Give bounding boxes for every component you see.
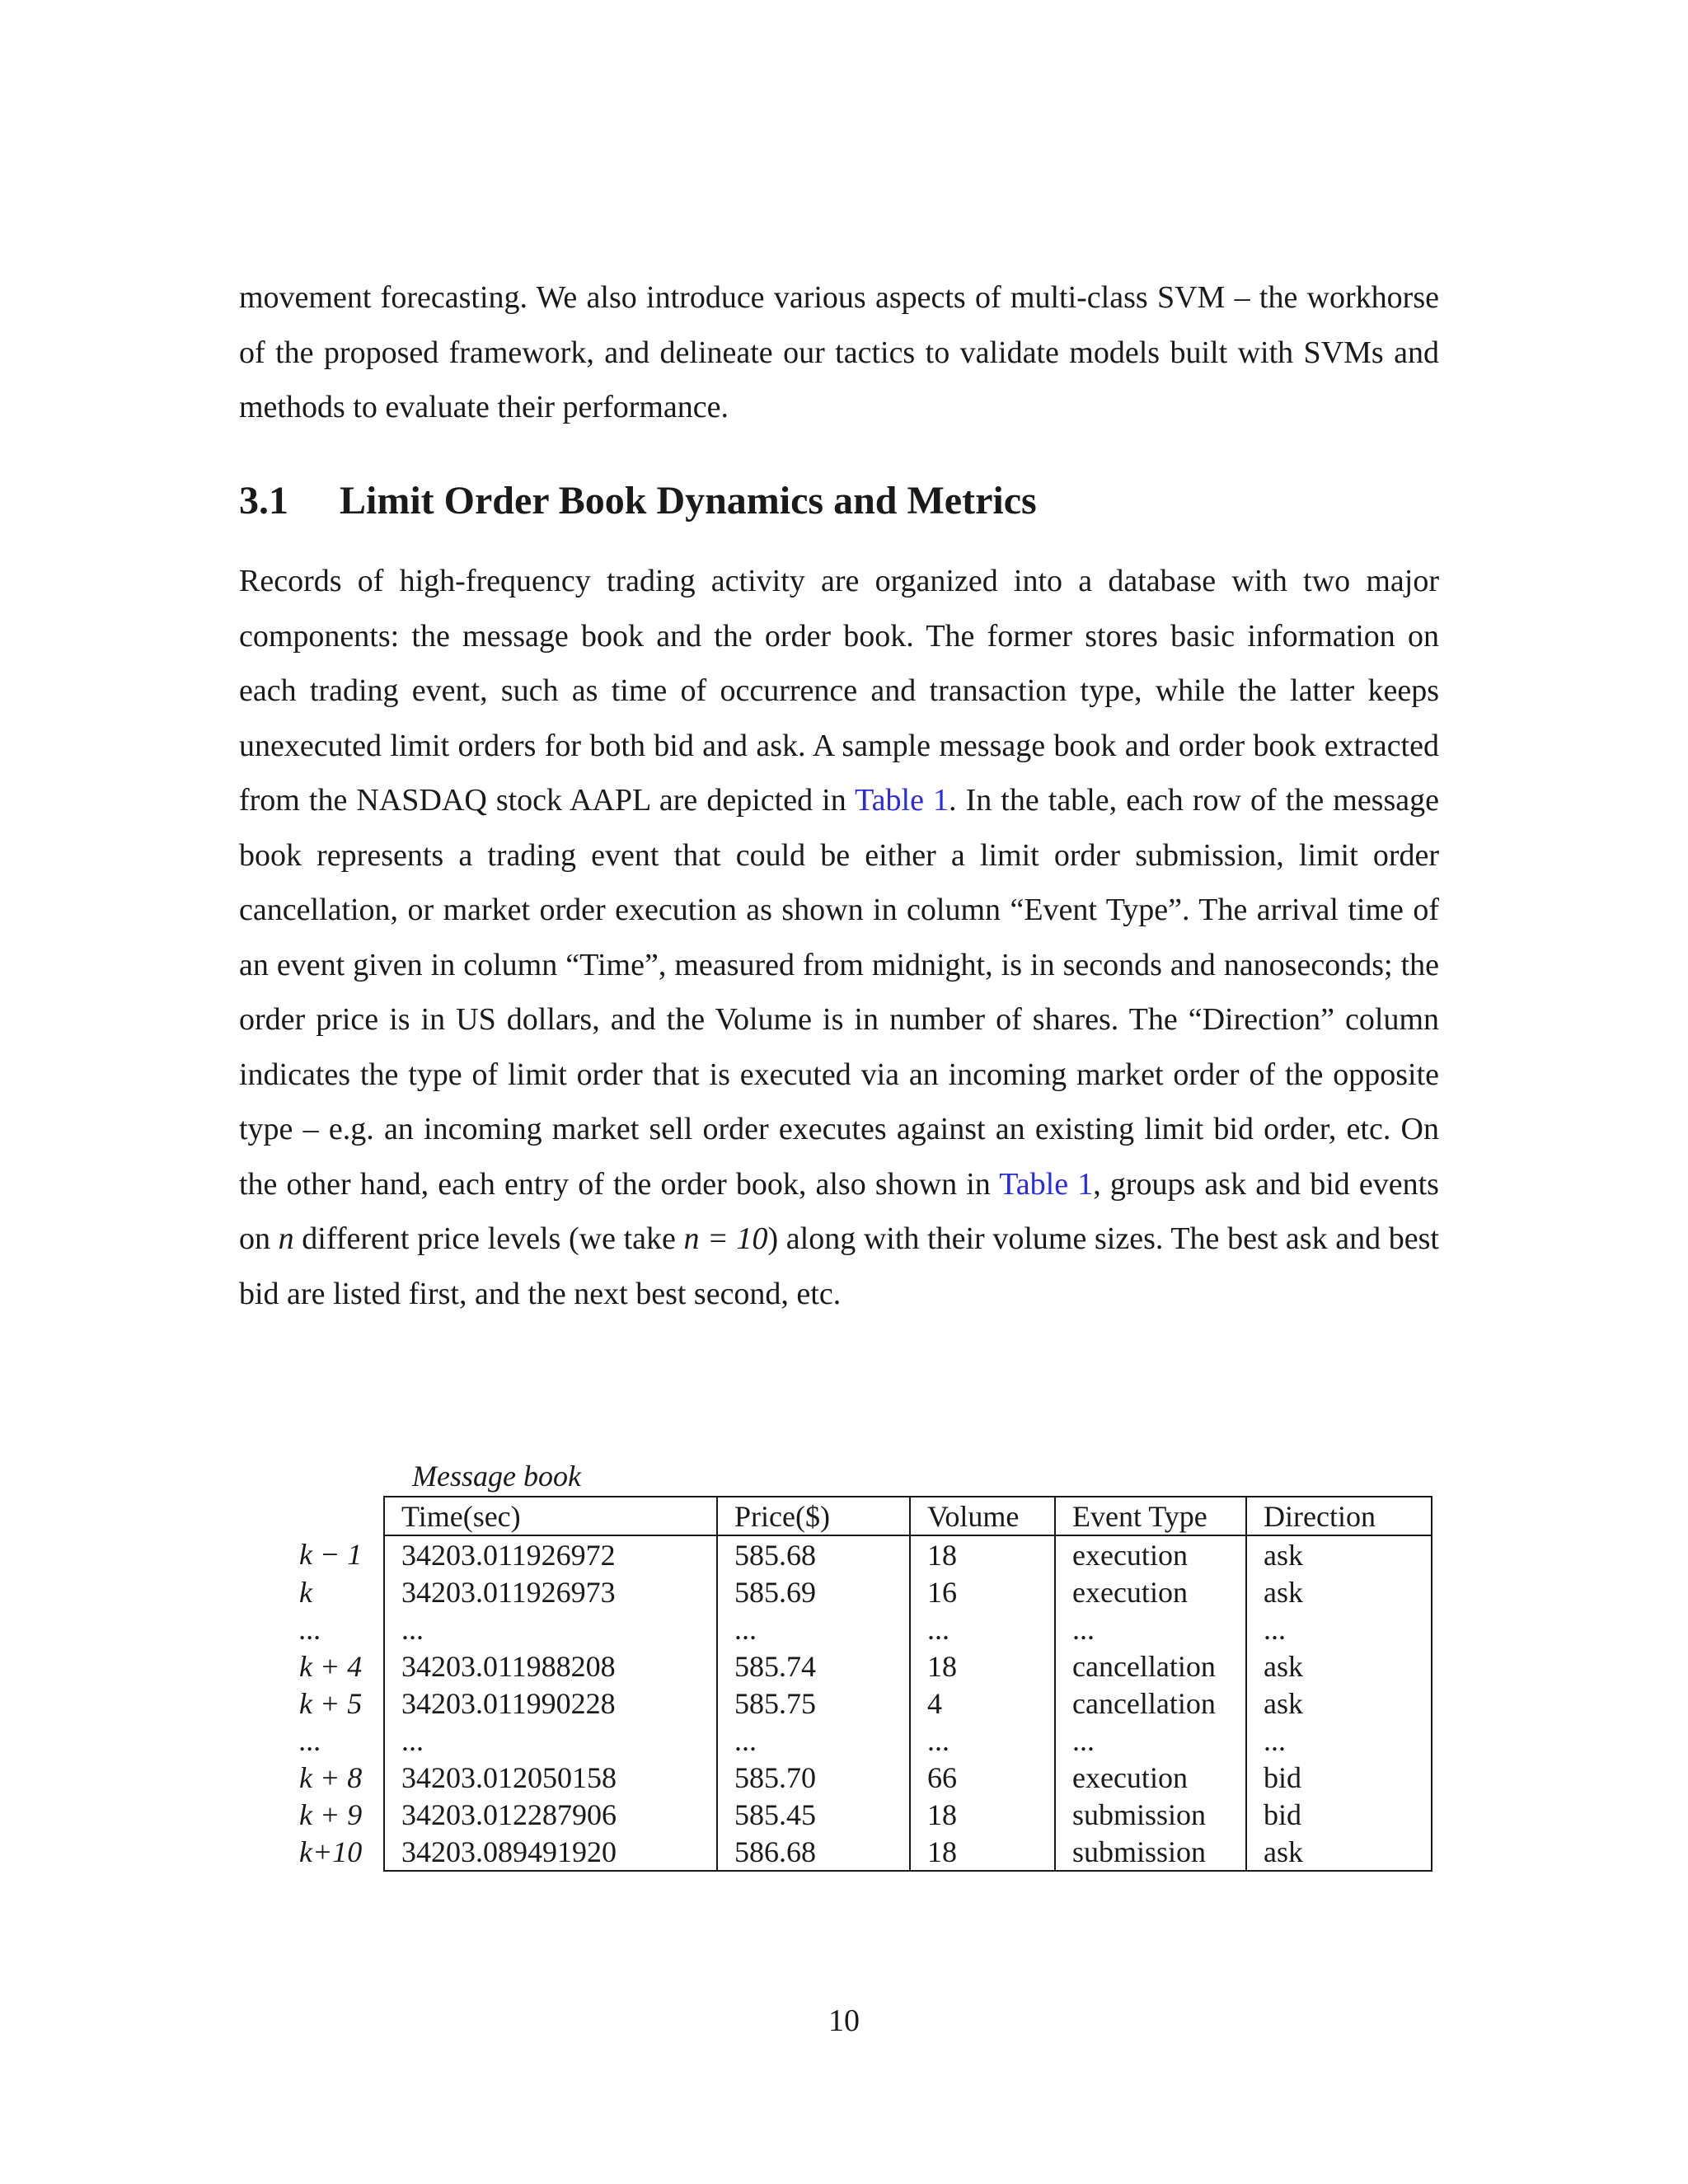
row-label: k+10: [299, 1835, 363, 1868]
math-n-equals: n = 10: [683, 1221, 768, 1256]
cell-direction: ask: [1246, 1647, 1432, 1685]
cell-direction: ask: [1246, 1833, 1432, 1871]
row-label: k + 9: [299, 1797, 363, 1831]
table-row: [293, 1796, 1432, 1833]
cell-price: 585.74: [717, 1647, 910, 1685]
cell-time: 34203.012287906: [384, 1796, 717, 1833]
section-number: 3.1: [239, 479, 288, 523]
body-text-4: different price levels (we take: [293, 1221, 684, 1256]
cell-time: ...: [384, 1722, 717, 1759]
cell-event-type: ...: [1055, 1722, 1246, 1759]
row-label: k: [299, 1575, 312, 1609]
cell-event-type: ...: [1055, 1610, 1246, 1647]
cell-direction: bid: [1246, 1759, 1432, 1796]
row-label: k + 5: [299, 1686, 363, 1720]
header-time: Time(sec): [384, 1497, 717, 1535]
cell-event-type: execution: [1055, 1573, 1246, 1610]
cell-direction: ask: [1246, 1535, 1432, 1573]
cell-direction: ...: [1246, 1610, 1432, 1647]
header-event-type: Event Type: [1055, 1497, 1246, 1535]
table-row: [293, 1722, 1432, 1759]
body-text-1: Records of high-frequency trading activity are organized into a database with two major components: the message book and the order book. The former stores basic information on each trading event, such as time of occurrence and transaction type, while the latter keeps unexecuted limit orders for both bid and ask. A sample message book and order book extracted from the NASDAQ stock AAPL are depicted in: [239, 564, 1439, 818]
header-spacer: [293, 1497, 384, 1535]
cell-direction: bid: [1246, 1796, 1432, 1833]
row-label: ...: [299, 1612, 321, 1646]
cell-volume: 4: [910, 1685, 1055, 1722]
cell-price: 585.75: [717, 1685, 910, 1722]
cell-volume: 66: [910, 1759, 1055, 1796]
table-row: [293, 1685, 1432, 1722]
table-header-row: [293, 1497, 1432, 1535]
cell-time: 34203.011926973: [384, 1573, 717, 1610]
cell-volume: 18: [910, 1796, 1055, 1833]
table-row: [293, 1833, 1432, 1871]
cell-price: 586.68: [717, 1833, 910, 1871]
table-reference-link[interactable]: Table 1: [855, 783, 950, 818]
table-row: [293, 1610, 1432, 1647]
table-row: [293, 1573, 1432, 1610]
table-row: [293, 1759, 1432, 1796]
cell-price: 585.70: [717, 1759, 910, 1796]
body-paragraph: [239, 554, 1439, 1321]
table-caption: Message book: [412, 1460, 581, 1493]
row-label: k + 4: [299, 1649, 363, 1683]
cell-volume: 18: [910, 1647, 1055, 1685]
cell-event-type: execution: [1055, 1535, 1246, 1573]
cell-volume: 18: [910, 1833, 1055, 1871]
cell-volume: ...: [910, 1610, 1055, 1647]
cell-volume: 16: [910, 1573, 1055, 1610]
section-heading: [239, 475, 1037, 527]
row-label: k + 8: [299, 1760, 363, 1794]
cell-event-type: cancellation: [1055, 1685, 1246, 1722]
cell-price: 585.69: [717, 1573, 910, 1610]
table-row: [293, 1535, 1432, 1573]
cell-time: 34203.011926972: [384, 1535, 717, 1573]
cell-price: 585.68: [717, 1535, 910, 1573]
cell-direction: ask: [1246, 1685, 1432, 1722]
cell-direction: ask: [1246, 1573, 1432, 1610]
header-direction: Direction: [1246, 1497, 1432, 1535]
body-text-5: ) along with their volume sizes. The best ask and best bid are listed first, and the next best second, etc.: [239, 1221, 1439, 1311]
cell-price: 585.45: [717, 1796, 910, 1833]
page-number: 10: [828, 2004, 860, 2038]
cell-volume: 18: [910, 1535, 1055, 1573]
cell-event-type: submission: [1055, 1796, 1246, 1833]
cell-volume: ...: [910, 1722, 1055, 1759]
section-title: Limit Order Book Dynamics and Metrics: [340, 479, 1037, 523]
cell-event-type: submission: [1055, 1833, 1246, 1871]
message-book-table: [293, 1496, 1432, 1872]
cell-time: ...: [384, 1610, 717, 1647]
table-body: [293, 1535, 1432, 1871]
cell-time: 34203.012050158: [384, 1759, 717, 1796]
intro-paragraph: movement forecasting. We also introduce various aspects of multi-class SVM – the workhorse of the proposed framework, and delineate our tactics to validate models built with SVMs and methods to evaluate their performance.: [239, 280, 1439, 424]
cell-direction: ...: [1246, 1722, 1432, 1759]
header-volume: Volume: [910, 1497, 1055, 1535]
cell-time: 34203.011990228: [384, 1685, 717, 1722]
body-text-3: , groups ask and bid events on: [239, 1166, 1439, 1256]
cell-price: ...: [717, 1722, 910, 1759]
row-label: k − 1: [299, 1538, 363, 1571]
math-n: n: [278, 1221, 294, 1256]
cell-event-type: cancellation: [1055, 1647, 1246, 1685]
cell-event-type: execution: [1055, 1759, 1246, 1796]
cell-price: ...: [717, 1610, 910, 1647]
header-price: Price($): [717, 1497, 910, 1535]
cell-time: 34203.011988208: [384, 1647, 717, 1685]
cell-time: 34203.089491920: [384, 1833, 717, 1871]
body-text-2: . In the table, each row of the message book represents a trading event that could be either a limit order submission, limit order cancellation, or market order execution as shown in column “Event Type”. The arrival time of an event given in column “Time”, measured from midnight, is in seconds and nanoseconds; the order price is in US dollars, and the Volume is in number of shares. The “Direction” column indicates the type of limit order that is executed via an incoming market order of the opposite type – e.g. an incoming market sell order executes against an existing limit bid order, etc. On the other hand, each entry of the order book, also shown in: [239, 783, 1439, 1202]
table-row: [293, 1647, 1432, 1685]
row-label: ...: [299, 1723, 321, 1757]
table-reference-link[interactable]: Table 1: [999, 1166, 1094, 1202]
